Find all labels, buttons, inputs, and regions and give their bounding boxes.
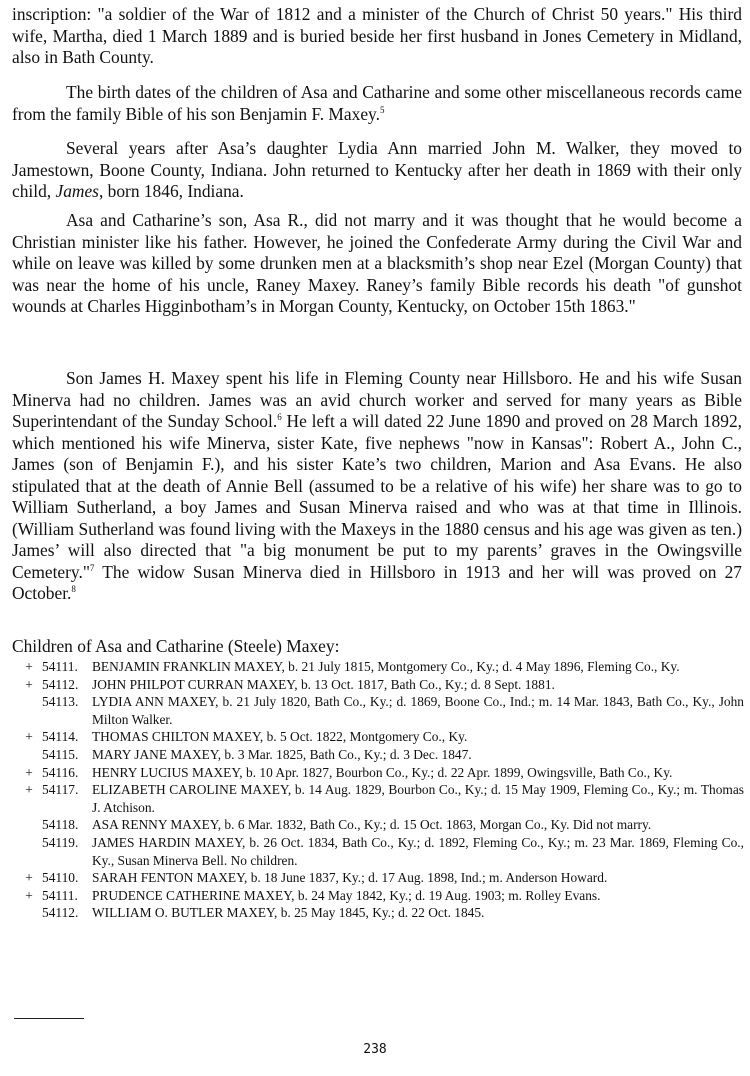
child-details: THOMAS CHILTON MAXEY, b. 5 Oct. 1822, Montgomery Co., Ky. [92, 729, 468, 745]
children-list [22, 658, 744, 922]
descendant-marker: + [25, 870, 33, 886]
child-number: 54116. [42, 764, 79, 780]
emphasized-name: James [55, 181, 99, 201]
child-details: SARAH FENTON MAXEY, b. 18 June 1837, Ky.; d. 17 Aug. 1898, Ind.; m. Anderson Howard. [92, 870, 608, 886]
child-number: 54119. [42, 834, 79, 850]
child-entry [22, 781, 744, 816]
child-details: HENRY LUCIUS MAXEY, b. 10 Apr. 1827, Bourbon Co., Ky.; d. 22 Apr. 1899, Owingsville, Bath Co., Ky. [92, 764, 673, 780]
paragraph-text: The birth dates of the children of Asa and Catharine and some other miscellaneous records came from the family Bible of his son Benjamin F. Maxey. [12, 82, 742, 124]
descendant-marker: + [25, 887, 33, 903]
child-details: ASA RENNY MAXEY, b. 6 Mar. 1832, Bath Co., Ky.; d. 15 Oct. 1863, Morgan Co., Ky. Did not marry. [92, 817, 652, 833]
child-number: 54110. [42, 870, 79, 886]
child-details: JOHN PHILPOT CURRAN MAXEY, b. 13 Oct. 1817, Bath Co., Ky.; d. 8 Sept. 1881. [92, 676, 555, 692]
child-entry [22, 869, 744, 887]
paragraph-text: He left a will dated 22 June 1890 and proved on 28 March 1892, which mentioned his wife Minerva, sister Kate, five nephews "now in Kansas": Robert A., John C., James (son of Benjamin F.), and his sister Kate’s two children, Marion and Asa Evans. He also stipulated that at the death of Annie Bell (assumed to be a relative of his wife) her share was to go to William Sutherland, a boy James and Susan Minerva raised and who was at that time in Illinois. (William Sutherland was found living with the Maxeys in the 1880 census and his age was given as ten.) James’ will also directed that "a big monument be put to my parents’ graves in the Owingsville Cemetery." [12, 411, 742, 582]
paragraph-text: , born 1846, Indiana. [98, 181, 244, 201]
child-details: MARY JANE MAXEY, b. 3 Mar. 1825, Bath Co., Ky.; d. 3 Dec. 1847. [92, 746, 472, 762]
paragraph-inscription [12, 4, 742, 69]
descendant-marker: + [25, 659, 33, 674]
paragraph-lydia-ann [12, 138, 742, 203]
child-details: ELIZABETH CAROLINE MAXEY, b. 14 Aug. 1829, Bourbon Co., Ky.; d. 15 May 1909, Fleming Co., Ky.; m. Thomas J. Atchison. [92, 782, 744, 815]
paragraph-asa-r [12, 210, 742, 318]
footnote-ref: 5 [379, 104, 385, 115]
paragraph-text: inscription: "a soldier of the War of 1812 and a minister of the Church of Christ 50 years." His third wife, Martha, died 1 March 1889 and is buried beside her first husband in Jones Cemetery in Midland, also in Bath County. [12, 4, 742, 67]
child-number: 54114. [42, 729, 79, 745]
child-number: 54118. [42, 817, 79, 833]
child-details: PRUDENCE CATHERINE MAXEY, b. 24 May 1842, Ky.; d. 19 Aug. 1903; m. Rolley Evans. [92, 887, 601, 903]
descendant-marker: + [25, 764, 33, 780]
child-entry [22, 764, 744, 782]
child-number: 54112. [42, 676, 79, 692]
child-number: 54111. [42, 659, 78, 674]
child-number: 54115. [42, 746, 79, 762]
child-entry [22, 904, 744, 922]
child-entry [22, 693, 744, 728]
child-entry [22, 816, 744, 834]
paragraph-james-h [12, 368, 742, 605]
child-entry [22, 658, 744, 676]
child-number: 54111. [42, 887, 78, 903]
descendant-marker: + [25, 782, 33, 798]
paragraph-birth-dates [12, 82, 742, 125]
child-details: WILLIAM O. BUTLER MAXEY, b. 25 May 1845, Ky.; d. 22 Oct. 1845. [92, 905, 485, 921]
paragraph-text: Asa and Catharine’s son, Asa R., did not marry and it was thought that he would become a Christian minister like his father. However, he joined the Confederate Army during the Civil War and while on leave was killed by some drunken men at a blacksmith’s shop near Ezel (Morgan County) that was near the home of his uncle, Raney Maxey. Raney’s family Bible records his death "of gunshot wounds at Charles Higginbotham’s in Morgan County, Kentucky, on October 15th 1863." [12, 210, 742, 316]
child-entry [22, 728, 744, 746]
child-number: 54113. [42, 694, 79, 710]
footnote-ref: 7 [89, 562, 95, 573]
child-number: 54117. [42, 782, 79, 798]
footnote-ref: 6 [277, 412, 282, 422]
footnote-divider [14, 1018, 84, 1019]
child-number: 54112. [42, 905, 79, 921]
children-heading: Children of Asa and Catharine (Steele) Maxey: [12, 636, 340, 656]
footnote-ref: 8 [71, 584, 76, 594]
child-entry [22, 676, 744, 694]
child-details: BENJAMIN FRANKLIN MAXEY, b. 21 July 1815, Montgomery Co., Ky.; d. 4 May 1896, Fleming Co., Ky. [92, 659, 680, 674]
descendant-marker: + [25, 729, 33, 745]
paragraph-text: Son James H. Maxey spent his life in Fleming County near Hillsboro. He and his wife Susan Minerva had no children. James was an avid church worker and served for many years as Bible Superintendant of the Sunday School. [12, 368, 742, 431]
child-entry [22, 887, 744, 905]
child-details: LYDIA ANN MAXEY, b. 21 July 1820, Bath Co., Ky.; d. 1869, Boone Co., Ind.; m. 14 Mar. 1843, Bath Co., Ky., John Milton Walker. [92, 694, 744, 727]
child-entry [22, 834, 744, 869]
child-entry [22, 746, 744, 764]
paragraph-text: Several years after Asa’s daughter Lydia Ann married John M. Walker, they moved to Jamestown, Boone County, Indiana. John returned to Kentucky after her death in 1869 with their only child, [12, 138, 742, 201]
paragraph-text: The widow Susan Minerva died in Hillsboro in 1913 and her will was proved on 27 October. [12, 561, 742, 603]
descendant-marker: + [25, 676, 33, 692]
page-number: 238 [363, 1042, 387, 1057]
child-details: JAMES HARDIN MAXEY, b. 26 Oct. 1834, Bath Co., Ky.; d. 1892, Fleming Co., Ky.; m. 23 Mar. 1869, Fleming Co., Ky., Susan Minerva Bell. No children. [92, 834, 744, 868]
